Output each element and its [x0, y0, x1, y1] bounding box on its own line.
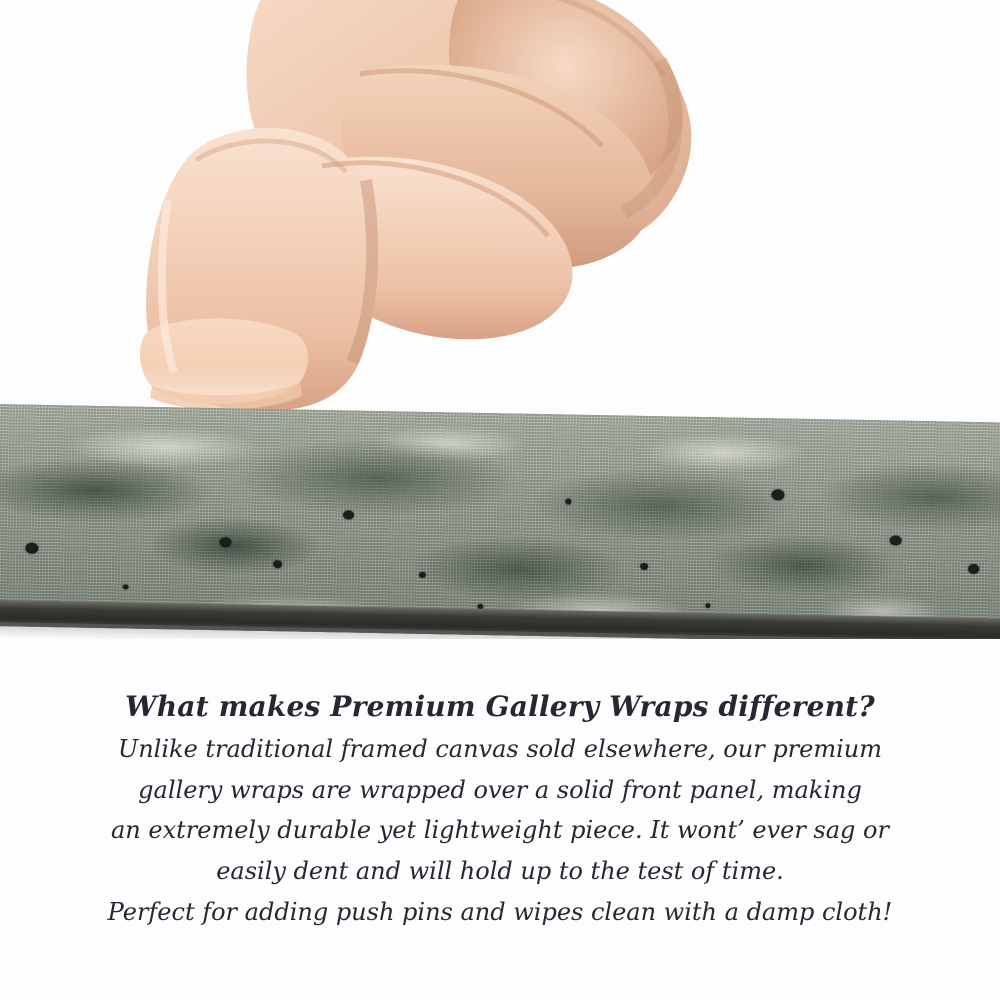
caption-block	[0, 690, 1000, 928]
caption-line: an extremely durable yet lightweight piece. It wont’ ever sag or	[111, 816, 889, 845]
caption-line: Unlike traditional framed canvas sold elsewhere, our premium	[117, 735, 882, 763]
gallery-wrap-canvas	[0, 404, 1000, 639]
caption-line: easily dent and will hold up to the test of time.	[216, 857, 784, 886]
hand-photo	[0, 0, 1000, 420]
caption-line: Perfect for adding push pins and wipes clean with a damp cloth!	[107, 897, 893, 926]
caption-body	[0, 734, 1000, 928]
hand-illustration	[0, 0, 1000, 420]
caption-heading: What makes Premium Gallery Wraps different?	[125, 690, 875, 723]
caption-line: gallery wraps are wrapped over a solid front panel, making	[138, 775, 862, 804]
